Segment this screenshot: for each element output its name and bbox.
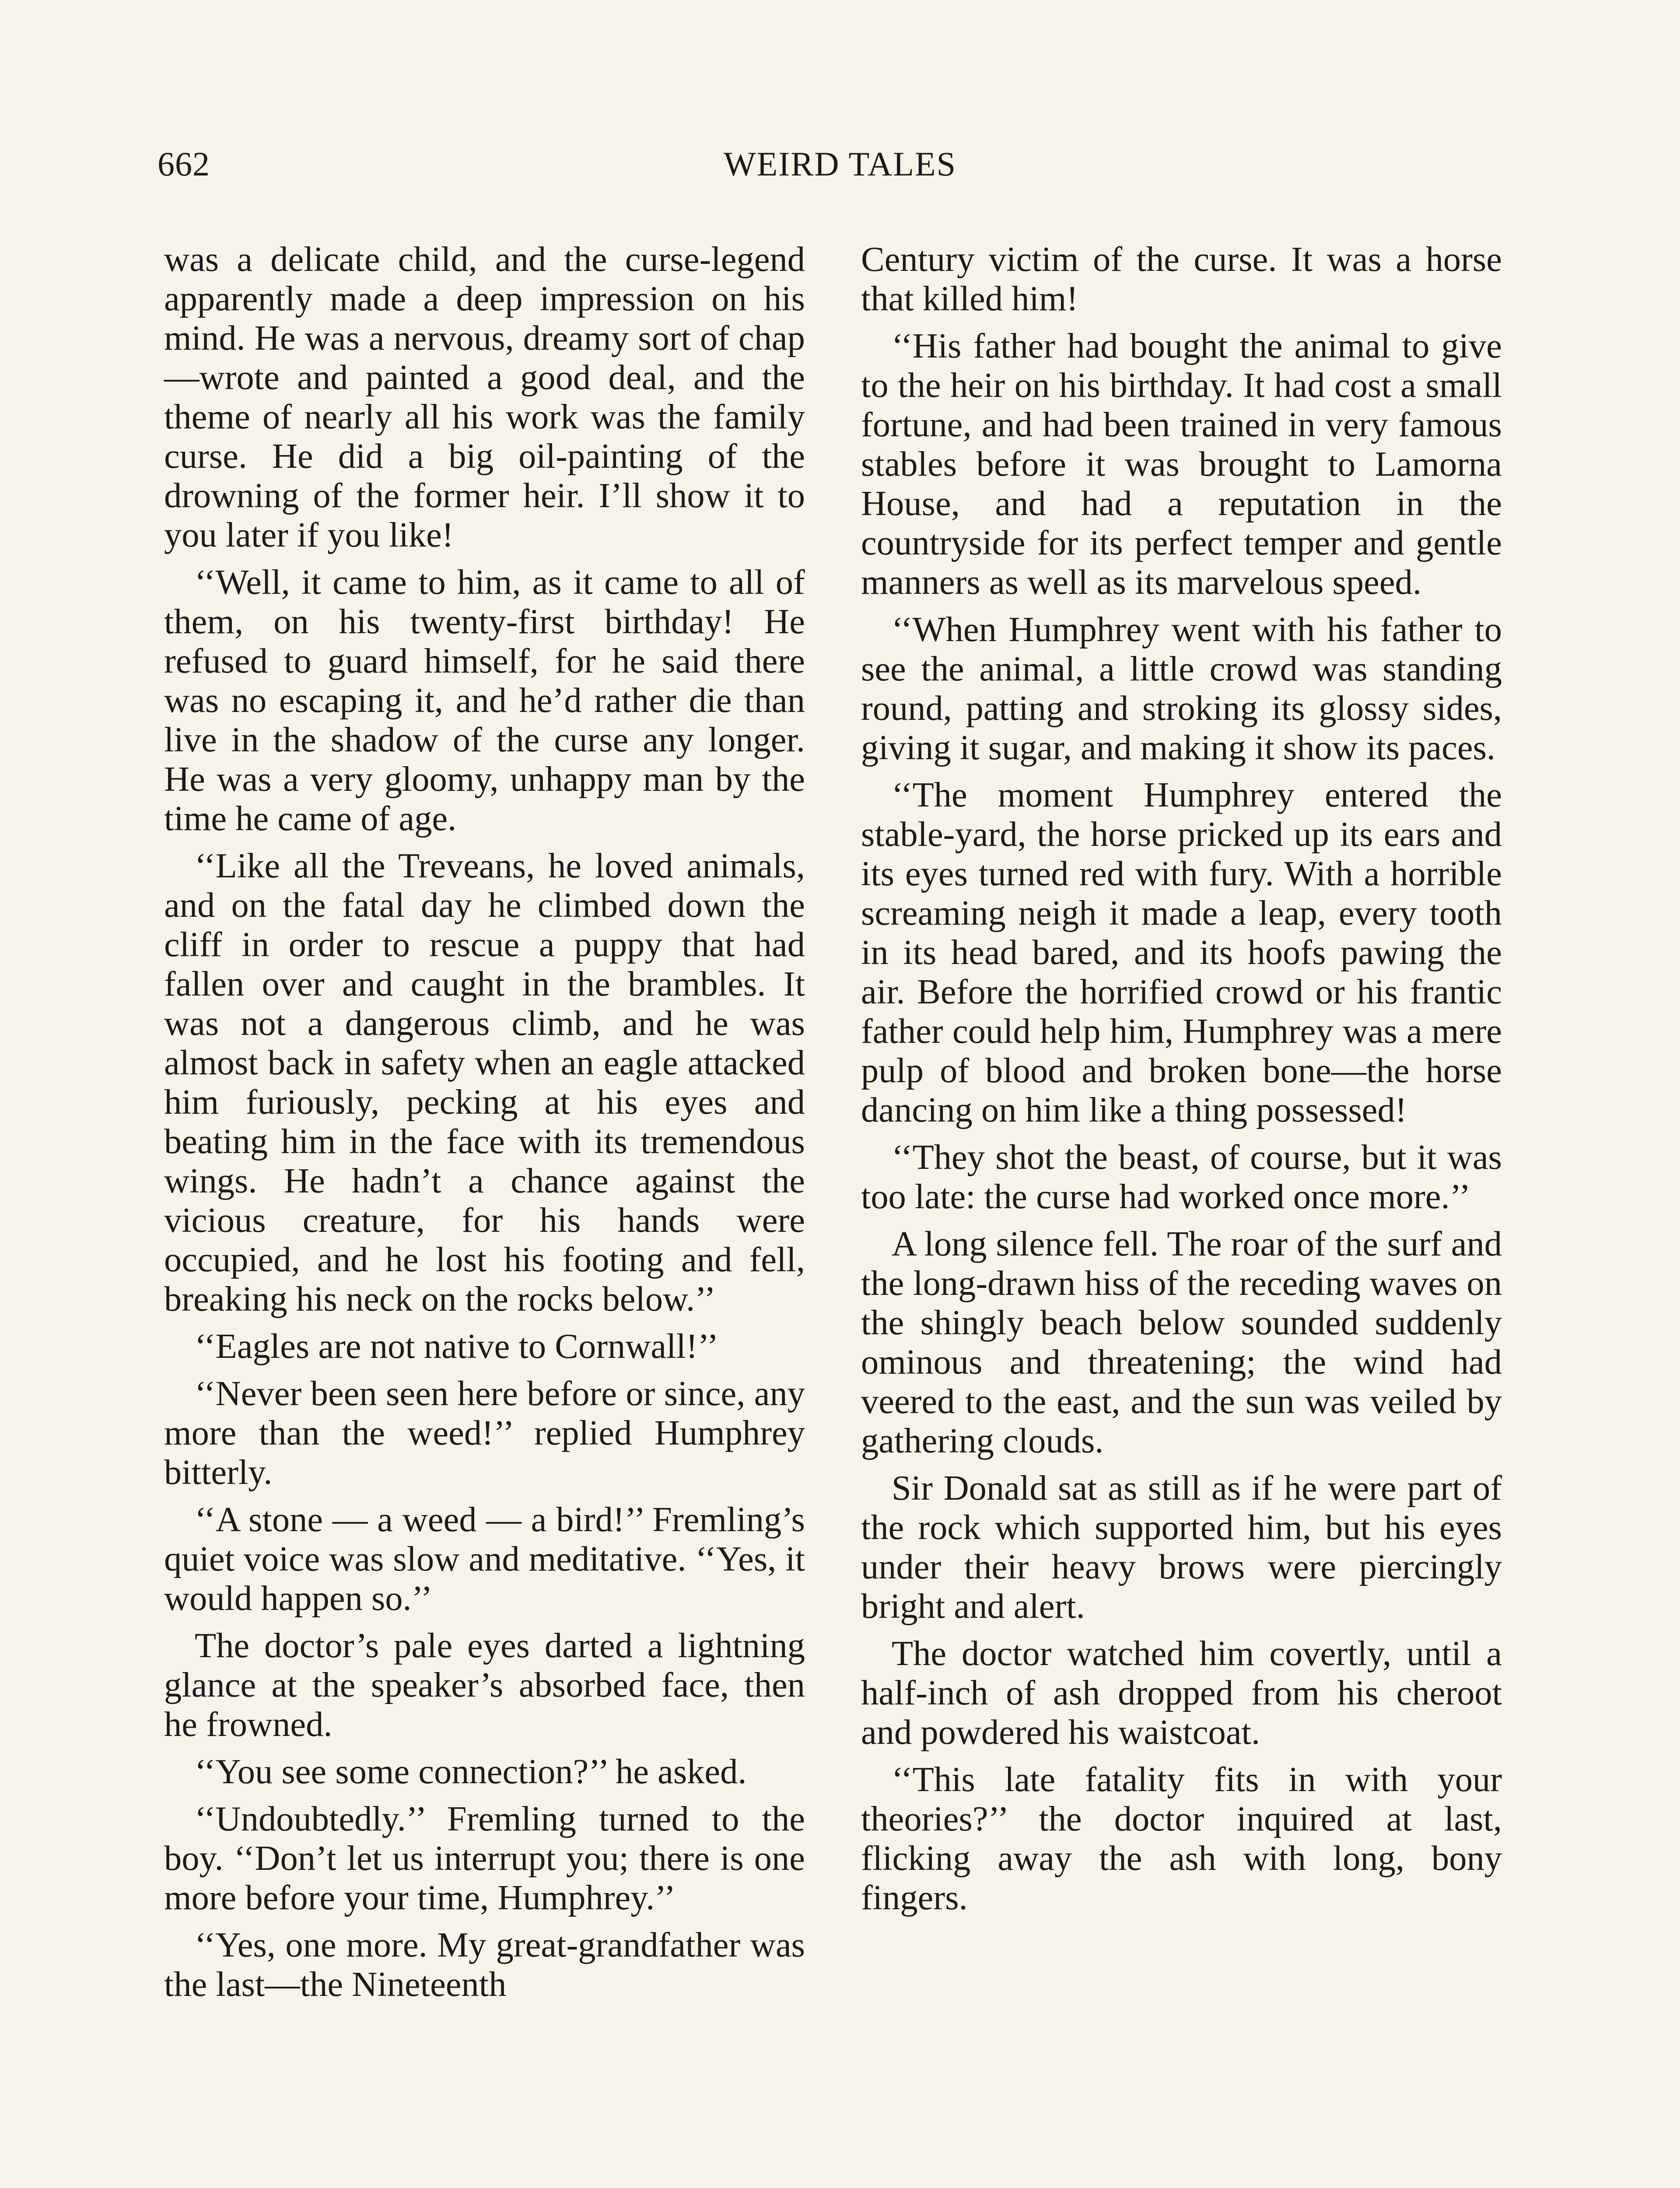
paragraph: was a delicate child, and the curse-legend apparently made a deep impression on his mind. He was a nervous, dreamy sort of chap—wrote and painted a good deal, and the theme of nearly all his work was the family curse. He did a big oil-painting of the drowning of the former heir. I’ll show it to you later if you like! — [164, 240, 805, 554]
paragraph: Sir Donald sat as still as if he were part of the rock which supported him, but his eyes under their heavy brows were piercingly bright and alert. — [861, 1469, 1502, 1626]
paragraph: ‘‘You see some connection?’’ he asked. — [195, 1752, 747, 1791]
left-text-column — [164, 240, 805, 2012]
paragraph: ‘‘Undoubtedly.’’ Fremling turned to the boy. ‘‘Don’t let us interrupt you; there is one more before your time, Humphrey.’’ — [164, 1799, 805, 1917]
paragraph: ‘‘His father had bought the animal to give to the heir on his birthday. It had cost a small fortune, and had been trained in very famous stables before it was brought to Lamorna House, and had a reputation in the countryside for its perfect temper and gentle manners as well as its marvelous speed. — [861, 326, 1502, 602]
paragraph: ‘‘This late fatality fits in with your theories?’’ the doctor inquired at last, flicking away the ash with long, bony fingers. — [861, 1760, 1502, 1917]
paragraph: ‘‘Yes, one more. My great-grandfather was the last—the Nineteenth — [164, 1925, 805, 2004]
paragraph: ‘‘When Humphrey went with his father to see the animal, a little crowd was standing round, patting and stroking its glossy sides, giving it sugar, and making it show its paces. — [861, 610, 1502, 767]
paragraph: Century victim of the curse. It was a horse that killed him! — [861, 240, 1502, 318]
paragraph: ‘‘A stone — a weed — a bird!’’ Fremling’s quiet voice was slow and meditative. ‘‘Yes, it would happen so.’’ — [164, 1500, 805, 1618]
paragraph: The doctor watched him covertly, until a half-inch of ash dropped from his cheroot and powdered his waistcoat. — [861, 1634, 1502, 1752]
paragraph: A long silence fell. The roar of the surf and the long-drawn hiss of the receding waves on the shingly beach below sounded suddenly ominous and threatening; the wind had veered to the east, and the sun was veiled by gathering clouds. — [861, 1224, 1502, 1460]
paragraph: ‘‘Well, it came to him, as it came to all of them, on his twenty-first birthday! He refused to guard himself, for he said there was no escaping it, and he’d rather die than live in the shadow of the curse any longer. He was a very gloomy, unhappy man by the time he came of age. — [164, 563, 805, 838]
paragraph: The doctor’s pale eyes darted a lightning glance at the speaker’s absorbed face, then he frowned. — [164, 1626, 805, 1744]
paragraph: ‘‘They shot the beast, of course, but it was too late: the curse had worked once more.’’ — [861, 1138, 1502, 1216]
right-text-column — [861, 240, 1502, 1925]
paragraph: ‘‘Like all the Treveans, he loved animals, and on the fatal day he climbed down the cliff in order to rescue a puppy that had fallen over and caught in the brambles. It was not a dangerous climb, and he was almost back in safety when an eagle attacked him furiously, pecking at his eyes and beating him in the face with its tremendous wings. He hadn’t a chance against the vicious creature, for his hands were occupied, and he lost his footing and fell, breaking his neck on the rocks below.’’ — [164, 846, 805, 1318]
paragraph: ‘‘Eagles are not native to Cornwall!’’ — [195, 1327, 719, 1366]
paragraph: ‘‘The moment Humphrey entered the stable-yard, the horse pricked up its ears and its eyes turned red with fury. With a horrible screaming neigh it made a leap, every tooth in its head bared, and its hoofs pawing the air. Before the horrified crowd or his frantic father could help him, Humphrey was a mere pulp of blood and broken bone—the horse dancing on him like a thing possessed! — [861, 775, 1502, 1129]
paragraph: ‘‘Never been seen here before or since, any more than the weed!’’ replied Humphrey bitterly. — [164, 1374, 805, 1492]
running-header-title: WEIRD TALES — [723, 145, 957, 183]
page-number: 662 — [158, 145, 210, 183]
